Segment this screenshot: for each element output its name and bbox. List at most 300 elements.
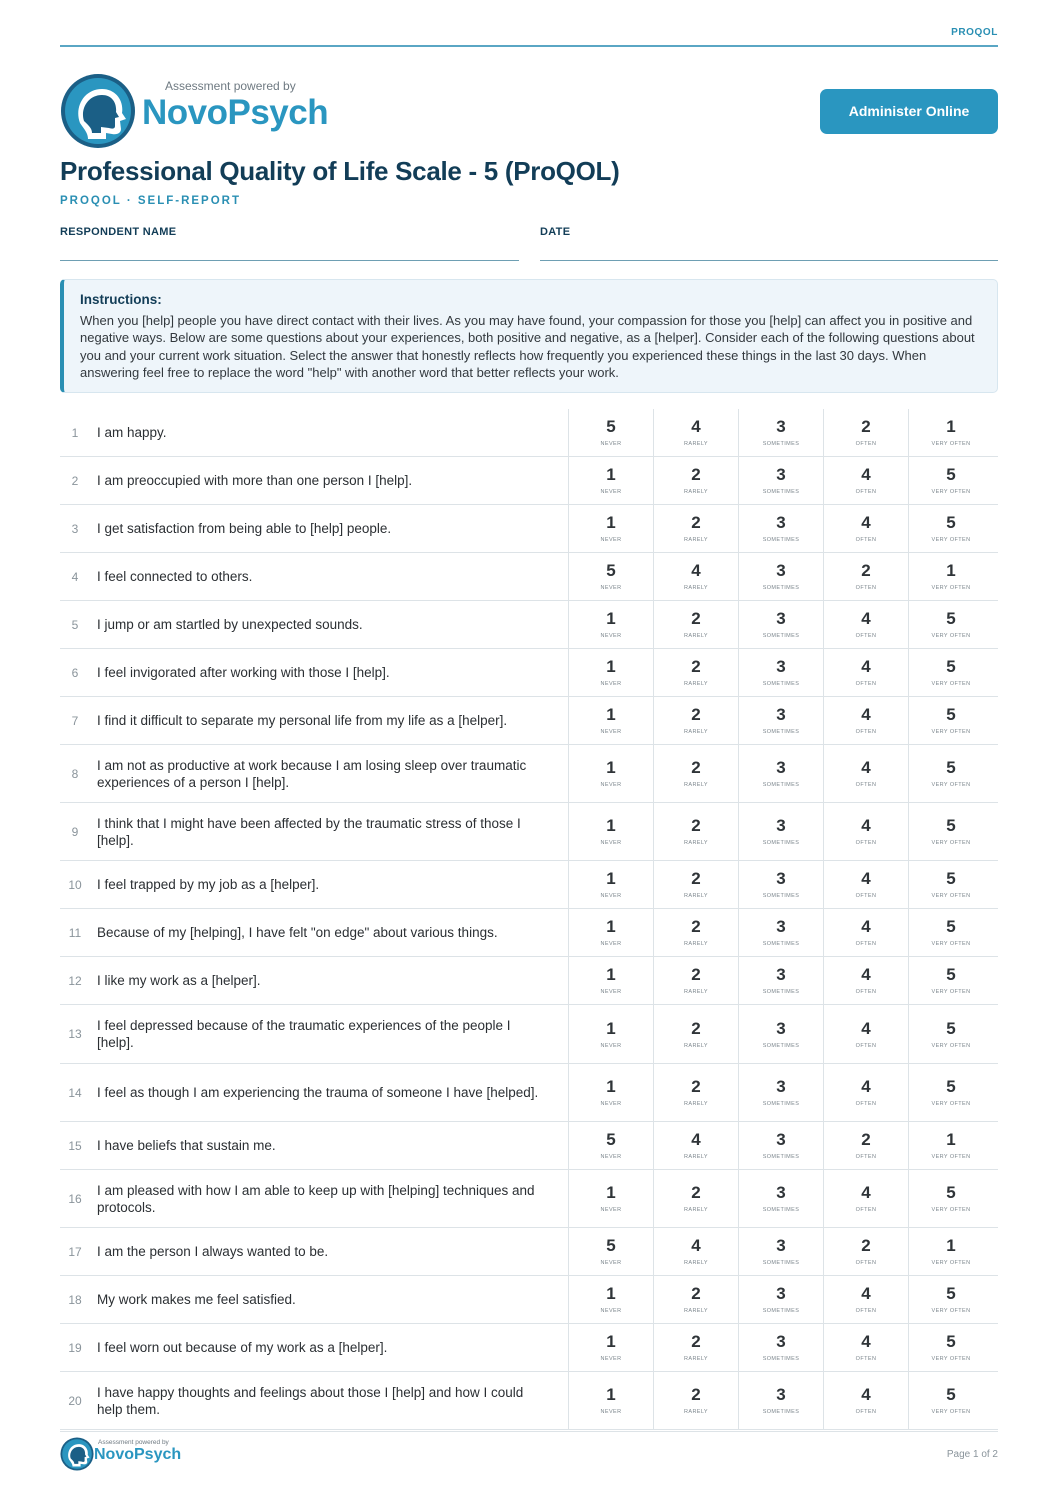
option-label: SOMETIMES: [762, 729, 800, 735]
answer-option[interactable]: [568, 1324, 653, 1371]
answer-option[interactable]: [908, 553, 993, 600]
answer-option[interactable]: [823, 409, 908, 456]
question-text: I am preoccupied with more than one person I [help].: [97, 473, 413, 488]
question-number: 9: [71, 824, 79, 839]
option-score: 1: [606, 1183, 616, 1202]
answer-option[interactable]: [653, 505, 738, 552]
option-label: RARELY: [684, 537, 708, 543]
option-label: RARELY: [684, 1409, 708, 1415]
option-label: SOMETIMES: [762, 1409, 800, 1415]
question-number: 3: [71, 521, 79, 536]
answer-option[interactable]: [653, 745, 738, 802]
answer-option[interactable]: [908, 409, 993, 456]
option-score: 5: [946, 609, 956, 628]
answer-option[interactable]: [738, 861, 823, 908]
option-label: VERY OFTEN: [931, 1101, 971, 1107]
answer-option[interactable]: [738, 909, 823, 956]
answer-option[interactable]: [823, 649, 908, 696]
option-label: SOMETIMES: [762, 1207, 800, 1213]
option-score: 5: [606, 561, 616, 580]
option-label: RARELY: [684, 1308, 708, 1314]
option-score: 3: [776, 705, 786, 724]
option-score: 5: [606, 1130, 616, 1149]
question-text: I have happy thoughts and feelings about those I [help] and how I could help them.: [97, 1384, 524, 1417]
answer-option[interactable]: [738, 1005, 823, 1063]
answer-option[interactable]: [823, 745, 908, 802]
option-score: 3: [776, 465, 786, 484]
option-score: 2: [691, 869, 701, 888]
answer-option[interactable]: [653, 1228, 738, 1275]
option-score: 3: [776, 1183, 786, 1202]
option-label: OFTEN: [855, 1409, 877, 1415]
option-label: RARELY: [684, 585, 708, 591]
answer-option[interactable]: [738, 409, 823, 456]
question-text: I find it difficult to separate my personal life from my life as a [helper].: [97, 713, 508, 728]
administer-online-button[interactable]: Administer Online: [820, 89, 998, 134]
answer-option[interactable]: [653, 803, 738, 860]
answer-option[interactable]: [738, 1324, 823, 1371]
option-label: VERY OFTEN: [931, 1207, 971, 1213]
question-row: [60, 861, 998, 909]
question-row: [60, 745, 998, 803]
answer-option[interactable]: [568, 803, 653, 860]
option-score: 3: [776, 1332, 786, 1351]
option-score: 1: [606, 1332, 616, 1351]
answer-option[interactable]: [908, 601, 993, 648]
option-label: VERY OFTEN: [931, 1308, 971, 1314]
answer-option[interactable]: [738, 457, 823, 504]
answer-option[interactable]: [568, 697, 653, 744]
answer-option[interactable]: [823, 1064, 908, 1121]
option-label: SOMETIMES: [762, 989, 800, 995]
question-row: [60, 957, 998, 1005]
option-label: NEVER: [600, 585, 622, 591]
answer-option[interactable]: [823, 957, 908, 1004]
option-score: 5: [946, 513, 956, 532]
question-text: Because of my [helping], I have felt "on edge" about various things.: [97, 925, 498, 940]
option-score: 4: [691, 417, 701, 436]
option-label: RARELY: [684, 681, 708, 687]
option-score: 4: [861, 1018, 871, 1038]
answer-option[interactable]: [823, 601, 908, 648]
question-row: [60, 409, 998, 457]
option-score: 5: [946, 465, 956, 484]
option-score: 1: [606, 513, 616, 532]
option-label: NEVER: [600, 1409, 622, 1415]
option-score: 4: [861, 758, 871, 777]
question-text: I feel as though I am experiencing the trauma of someone I have [helped].: [97, 1085, 539, 1100]
option-label: VERY OFTEN: [931, 585, 971, 591]
question-text: I jump or am startled by unexpected sounds.: [97, 617, 363, 632]
answer-option[interactable]: [568, 1005, 653, 1063]
instructions-box: [60, 279, 998, 393]
option-score: 3: [776, 561, 786, 580]
question-row: [60, 601, 998, 649]
option-score: 4: [861, 965, 871, 984]
question-text: I get satisfaction from being able to [help] people.: [97, 521, 392, 536]
question-number: 12: [68, 973, 82, 988]
option-score: 2: [691, 816, 701, 835]
answer-option[interactable]: [568, 553, 653, 600]
option-score: 3: [776, 869, 786, 888]
option-label: VERY OFTEN: [931, 489, 971, 495]
answer-option[interactable]: [908, 1324, 993, 1371]
option-label: NEVER: [600, 782, 622, 788]
option-score: 1: [606, 1284, 616, 1303]
answer-option[interactable]: [738, 957, 823, 1004]
answer-option[interactable]: [823, 909, 908, 956]
answer-option[interactable]: [908, 1170, 993, 1227]
answer-option[interactable]: [653, 1170, 738, 1227]
question-number: 8: [71, 766, 79, 781]
answer-option[interactable]: [908, 1122, 993, 1169]
head-logo-icon: [60, 73, 136, 149]
answer-option[interactable]: [653, 1276, 738, 1323]
answer-option[interactable]: [738, 745, 823, 802]
option-score: 1: [606, 965, 616, 984]
answer-option[interactable]: [568, 601, 653, 648]
option-label: OFTEN: [855, 489, 877, 495]
option-score: 4: [861, 705, 871, 724]
answer-option[interactable]: [568, 1064, 653, 1121]
answer-option[interactable]: [908, 697, 993, 744]
question-text: I have beliefs that sustain me.: [97, 1138, 276, 1153]
answer-option[interactable]: [738, 803, 823, 860]
question-number: 1: [71, 425, 79, 440]
answer-option[interactable]: [653, 649, 738, 696]
option-label: VERY OFTEN: [931, 782, 971, 788]
option-label: OFTEN: [855, 1154, 877, 1160]
question-row: [60, 457, 998, 505]
answer-option[interactable]: [823, 1228, 908, 1275]
option-label: NEVER: [600, 441, 622, 447]
logo-tagline: Assessment powered by: [165, 79, 296, 93]
option-label: OFTEN: [855, 1308, 877, 1314]
option-label: OFTEN: [855, 941, 877, 947]
option-score: 4: [691, 1130, 701, 1149]
date-field[interactable]: [540, 260, 998, 261]
option-label: RARELY: [684, 441, 708, 447]
answer-option[interactable]: [738, 1064, 823, 1121]
option-label: NEVER: [600, 681, 622, 687]
option-label: SOMETIMES: [762, 489, 800, 495]
option-label: VERY OFTEN: [931, 893, 971, 899]
option-label: SOMETIMES: [762, 1308, 800, 1314]
option-score: 5: [946, 1284, 956, 1303]
option-label: SOMETIMES: [762, 441, 800, 447]
option-score: 5: [946, 657, 956, 676]
option-label: RARELY: [684, 489, 708, 495]
option-score: 1: [606, 1385, 616, 1404]
option-label: RARELY: [684, 941, 708, 947]
answer-option[interactable]: [738, 1276, 823, 1323]
option-score: 2: [691, 1183, 701, 1202]
option-score: 4: [691, 561, 701, 580]
option-label: NEVER: [600, 537, 622, 543]
option-label: VERY OFTEN: [931, 537, 971, 543]
option-score: 4: [861, 917, 871, 936]
answer-option[interactable]: [823, 553, 908, 600]
option-label: NEVER: [600, 989, 622, 995]
option-score: 2: [691, 513, 701, 532]
option-label: OFTEN: [855, 1042, 877, 1049]
answer-option[interactable]: [568, 1170, 653, 1227]
answer-option[interactable]: [568, 745, 653, 802]
question-text: My work makes me feel satisfied.: [97, 1292, 296, 1307]
footer-divider: [60, 1431, 998, 1432]
option-label: SOMETIMES: [762, 1042, 800, 1049]
option-label: OFTEN: [855, 633, 877, 639]
option-label: NEVER: [600, 489, 622, 495]
option-score: 2: [691, 917, 701, 936]
option-label: NEVER: [600, 840, 622, 846]
option-label: NEVER: [600, 1207, 622, 1213]
question-row: [60, 1064, 998, 1122]
option-score: 3: [776, 1130, 786, 1149]
option-label: VERY OFTEN: [931, 1356, 971, 1362]
option-label: NEVER: [600, 633, 622, 639]
option-label: NEVER: [600, 1356, 622, 1362]
answer-option[interactable]: [653, 697, 738, 744]
answer-option[interactable]: [738, 1122, 823, 1169]
logo-wordmark: NovoPsych: [142, 93, 329, 132]
answer-option[interactable]: [568, 957, 653, 1004]
question-number: 18: [68, 1292, 82, 1307]
option-label: OFTEN: [855, 537, 877, 543]
question-number: 19: [68, 1340, 82, 1355]
option-label: RARELY: [684, 782, 708, 788]
option-label: SOMETIMES: [762, 537, 800, 543]
option-score: 3: [776, 513, 786, 532]
option-score: 1: [606, 465, 616, 484]
page-title: Professional Quality of Life Scale - 5 (ProQOL): [60, 156, 620, 186]
option-score: 3: [776, 758, 786, 777]
option-label: RARELY: [684, 1101, 708, 1107]
answer-option[interactable]: [908, 1276, 993, 1323]
option-label: SOMETIMES: [762, 681, 800, 687]
option-score: 5: [946, 1332, 956, 1351]
answer-option[interactable]: [568, 861, 653, 908]
answer-option[interactable]: [823, 1122, 908, 1169]
option-label: OFTEN: [855, 1356, 877, 1362]
option-score: 5: [606, 1236, 616, 1255]
question-row: [60, 1276, 998, 1324]
option-score: 2: [691, 1284, 701, 1303]
option-label: NEVER: [600, 1154, 622, 1160]
answer-option[interactable]: [568, 409, 653, 456]
answer-option[interactable]: [823, 505, 908, 552]
answer-option[interactable]: [653, 1005, 738, 1063]
option-score: 5: [946, 1385, 956, 1404]
option-label: VERY OFTEN: [931, 681, 971, 687]
answer-option[interactable]: [908, 649, 993, 696]
answer-option[interactable]: [738, 697, 823, 744]
answer-option[interactable]: [653, 457, 738, 504]
question-number: 13: [68, 1027, 82, 1041]
answer-option[interactable]: [653, 1064, 738, 1121]
answer-option[interactable]: [653, 601, 738, 648]
option-score: 5: [946, 705, 956, 724]
option-score: 2: [691, 1077, 701, 1096]
answer-option[interactable]: [823, 1005, 908, 1063]
answer-option[interactable]: [908, 909, 993, 956]
option-score: 1: [606, 917, 616, 936]
option-score: 5: [946, 917, 956, 936]
answer-option[interactable]: [738, 553, 823, 600]
option-score: 3: [776, 1077, 786, 1096]
answer-option[interactable]: [823, 1372, 908, 1429]
answer-option[interactable]: [568, 909, 653, 956]
question-row: [60, 553, 998, 601]
answer-option[interactable]: [738, 505, 823, 552]
option-score: 1: [606, 657, 616, 676]
footer-logo-tagline: Assessment powered by: [98, 1439, 169, 1446]
option-label: SOMETIMES: [762, 1356, 800, 1362]
question-number: 14: [68, 1085, 82, 1100]
answer-option[interactable]: [653, 553, 738, 600]
option-score: 3: [776, 417, 786, 436]
answer-option[interactable]: [738, 601, 823, 648]
answer-option[interactable]: [568, 1372, 653, 1429]
question-number: 17: [68, 1244, 82, 1259]
option-label: RARELY: [684, 893, 708, 899]
question-table: [60, 409, 998, 1430]
option-label: VERY OFTEN: [931, 1042, 971, 1049]
question-number: 16: [68, 1191, 82, 1206]
question-text: I am pleased with how I am able to keep up with [helping] techniques and protocols.: [97, 1182, 535, 1215]
answer-option[interactable]: [908, 803, 993, 860]
answer-option[interactable]: [568, 457, 653, 504]
option-label: OFTEN: [855, 893, 877, 899]
option-score: 1: [606, 1077, 616, 1096]
answer-option[interactable]: [653, 1372, 738, 1429]
option-score: 4: [861, 1183, 871, 1202]
question-text: I am not as productive at work because I am losing sleep over traumatic experiences of a person I [help].: [97, 757, 527, 790]
option-score: 4: [861, 1284, 871, 1303]
answer-option[interactable]: [653, 957, 738, 1004]
option-label: RARELY: [684, 1042, 708, 1049]
option-label: VERY OFTEN: [931, 941, 971, 947]
option-score: 5: [946, 869, 956, 888]
option-score: 3: [776, 657, 786, 676]
option-label: NEVER: [600, 729, 622, 735]
option-label: RARELY: [684, 1207, 708, 1213]
answer-option[interactable]: [568, 505, 653, 552]
option-label: SOMETIMES: [762, 893, 800, 899]
option-score: 5: [946, 1018, 956, 1038]
answer-option[interactable]: [908, 457, 993, 504]
option-label: SOMETIMES: [762, 633, 800, 639]
option-label: OFTEN: [855, 989, 877, 995]
answer-option[interactable]: [823, 1170, 908, 1227]
option-score: 5: [946, 816, 956, 835]
answer-option[interactable]: [568, 1228, 653, 1275]
option-score: 2: [691, 1018, 701, 1038]
question-text: I feel depressed because of the traumatic experiences of the people I [help].: [97, 1018, 511, 1050]
answer-option[interactable]: [908, 745, 993, 802]
option-label: OFTEN: [855, 729, 877, 735]
answer-option[interactable]: [653, 1324, 738, 1371]
answer-option[interactable]: [908, 1005, 993, 1063]
question-text: I feel invigorated after working with those I [help].: [97, 665, 390, 680]
answer-option[interactable]: [908, 1064, 993, 1121]
option-score: 5: [946, 965, 956, 984]
question-number: 2: [71, 473, 79, 488]
option-label: RARELY: [684, 989, 708, 995]
option-score: 4: [861, 513, 871, 532]
answer-option[interactable]: [908, 957, 993, 1004]
option-label: SOMETIMES: [762, 941, 800, 947]
option-score: 2: [691, 758, 701, 777]
option-score: 4: [861, 816, 871, 835]
answer-option[interactable]: [653, 909, 738, 956]
answer-option[interactable]: [823, 1324, 908, 1371]
answer-option[interactable]: [908, 505, 993, 552]
option-score: 3: [776, 1236, 786, 1255]
question-number: 4: [71, 569, 79, 584]
answer-option[interactable]: [908, 1372, 993, 1429]
answer-option[interactable]: [823, 697, 908, 744]
option-score: 1: [606, 705, 616, 724]
question-text: I am the person I always wanted to be.: [97, 1244, 329, 1259]
option-label: NEVER: [600, 1260, 622, 1266]
answer-option[interactable]: [738, 1228, 823, 1275]
option-score: 5: [946, 1077, 956, 1096]
option-score: 1: [606, 816, 616, 835]
answer-option[interactable]: [653, 1122, 738, 1169]
answer-option[interactable]: [823, 1276, 908, 1323]
question-number: 15: [68, 1138, 82, 1153]
option-label: RARELY: [684, 840, 708, 846]
question-row: [60, 1170, 998, 1228]
question-text: I think that I might have been affected by the traumatic stress of those I [help].: [97, 815, 521, 848]
option-score: 5: [606, 417, 616, 436]
answer-option[interactable]: [823, 861, 908, 908]
answer-option[interactable]: [568, 1276, 653, 1323]
question-text: I like my work as a [helper].: [97, 973, 261, 988]
answer-option[interactable]: [568, 649, 653, 696]
option-label: NEVER: [600, 1101, 622, 1107]
answer-option[interactable]: [908, 861, 993, 908]
novopsych-logo: [60, 73, 360, 149]
option-label: VERY OFTEN: [931, 633, 971, 639]
answer-option[interactable]: [653, 409, 738, 456]
header-tag: PROQOL: [951, 27, 998, 38]
option-label: OFTEN: [855, 441, 877, 447]
option-score: 4: [861, 609, 871, 628]
option-score: 3: [776, 965, 786, 984]
option-label: RARELY: [684, 1154, 708, 1160]
option-label: NEVER: [600, 1308, 622, 1314]
answer-option[interactable]: [653, 861, 738, 908]
answer-option[interactable]: [738, 1170, 823, 1227]
answer-option[interactable]: [738, 1372, 823, 1429]
answer-option[interactable]: [908, 1228, 993, 1275]
answer-option[interactable]: [823, 803, 908, 860]
respondent-name-field[interactable]: [60, 260, 519, 261]
answer-option[interactable]: [568, 1122, 653, 1169]
option-score: 2: [861, 417, 871, 436]
option-score: 2: [691, 609, 701, 628]
option-score: 3: [776, 609, 786, 628]
question-number: 6: [71, 665, 79, 680]
option-score: 1: [606, 758, 616, 777]
option-label: SOMETIMES: [762, 1260, 800, 1266]
answer-option[interactable]: [823, 457, 908, 504]
option-label: VERY OFTEN: [931, 989, 971, 995]
answer-option[interactable]: [738, 649, 823, 696]
option-score: 2: [861, 1130, 871, 1149]
